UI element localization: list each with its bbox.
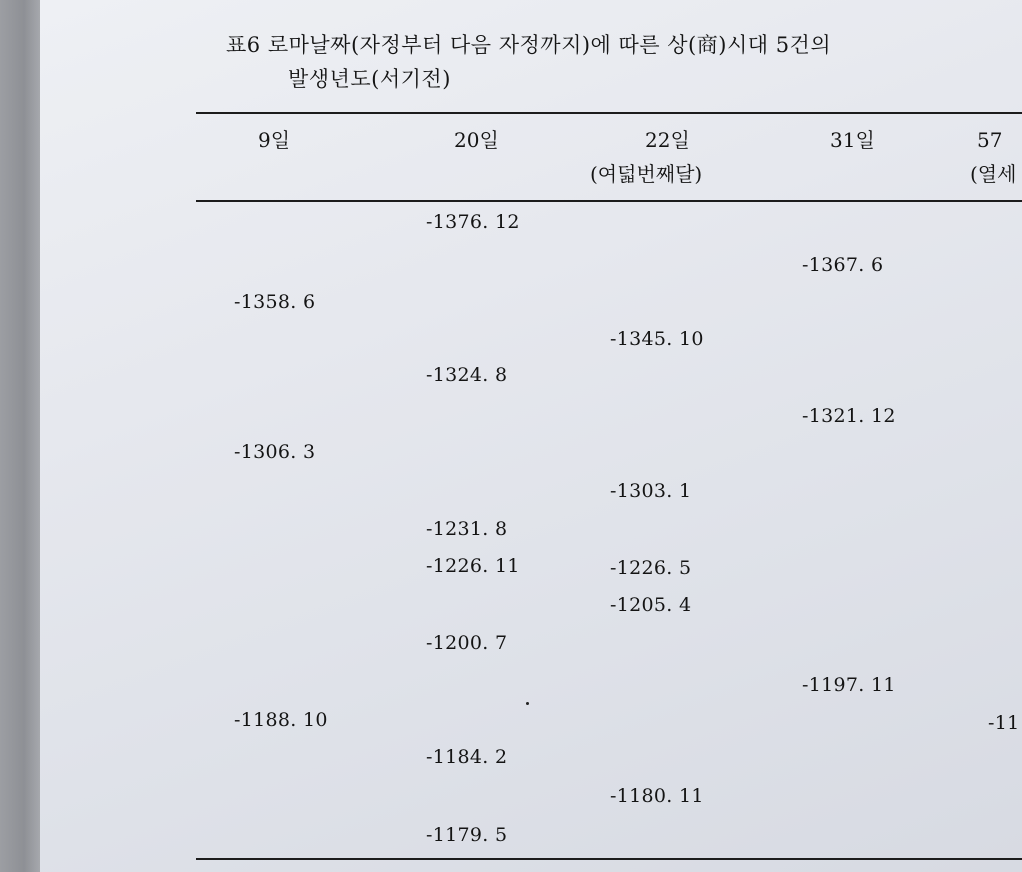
table-bottom-rule	[196, 858, 1022, 860]
table-cell: -1184. 2	[426, 746, 508, 768]
header-day-22-sub: (여덟번째달)	[590, 162, 703, 186]
table-cell: -1226. 11	[426, 555, 520, 577]
table-cell: -1197. 11	[802, 674, 896, 696]
table-cell: -1306. 3	[234, 441, 316, 463]
table-cell: -1367. 6	[802, 254, 884, 276]
table-cell: -1324. 8	[426, 364, 508, 386]
table-header-rule	[196, 200, 1022, 202]
header-day-9: 9일	[258, 128, 291, 152]
table-cell: -1303. 1	[610, 480, 692, 502]
table-cell: -1376. 12	[426, 211, 520, 233]
caption-line-1: 표6 로마날짜(자정부터 다음 자정까지)에 따른 상(商)시대 5건의	[226, 33, 832, 57]
header-day-31: 31일	[830, 128, 875, 152]
table-cell: -1231. 8	[426, 518, 508, 540]
header-day-20: 20일	[454, 128, 499, 152]
table-cell: -1188. 10	[234, 709, 328, 731]
table-cell: -11	[988, 712, 1020, 734]
table-cell: -1321. 12	[802, 405, 896, 427]
table-caption	[226, 28, 831, 96]
caption-line-2: 발생년도(서기전)	[288, 67, 451, 91]
document-page	[40, 0, 1022, 872]
table-cell: -1180. 11	[610, 785, 704, 807]
header-day-57: 57	[977, 128, 1003, 152]
table-cell: -1345. 10	[610, 328, 704, 350]
table-cell: -1205. 4	[610, 594, 692, 616]
table-cell: -1179. 5	[426, 824, 508, 846]
page-edge-shadow	[0, 0, 41, 872]
table-top-rule	[196, 112, 1022, 114]
header-day-22: 22일	[645, 128, 690, 152]
table-cell: -1200. 7	[426, 632, 508, 654]
table-cell: -1358. 6	[234, 291, 316, 313]
table-cell: -1226. 5	[610, 557, 692, 579]
ink-speck	[526, 702, 529, 705]
header-day-57-sub: (열세	[970, 162, 1017, 186]
